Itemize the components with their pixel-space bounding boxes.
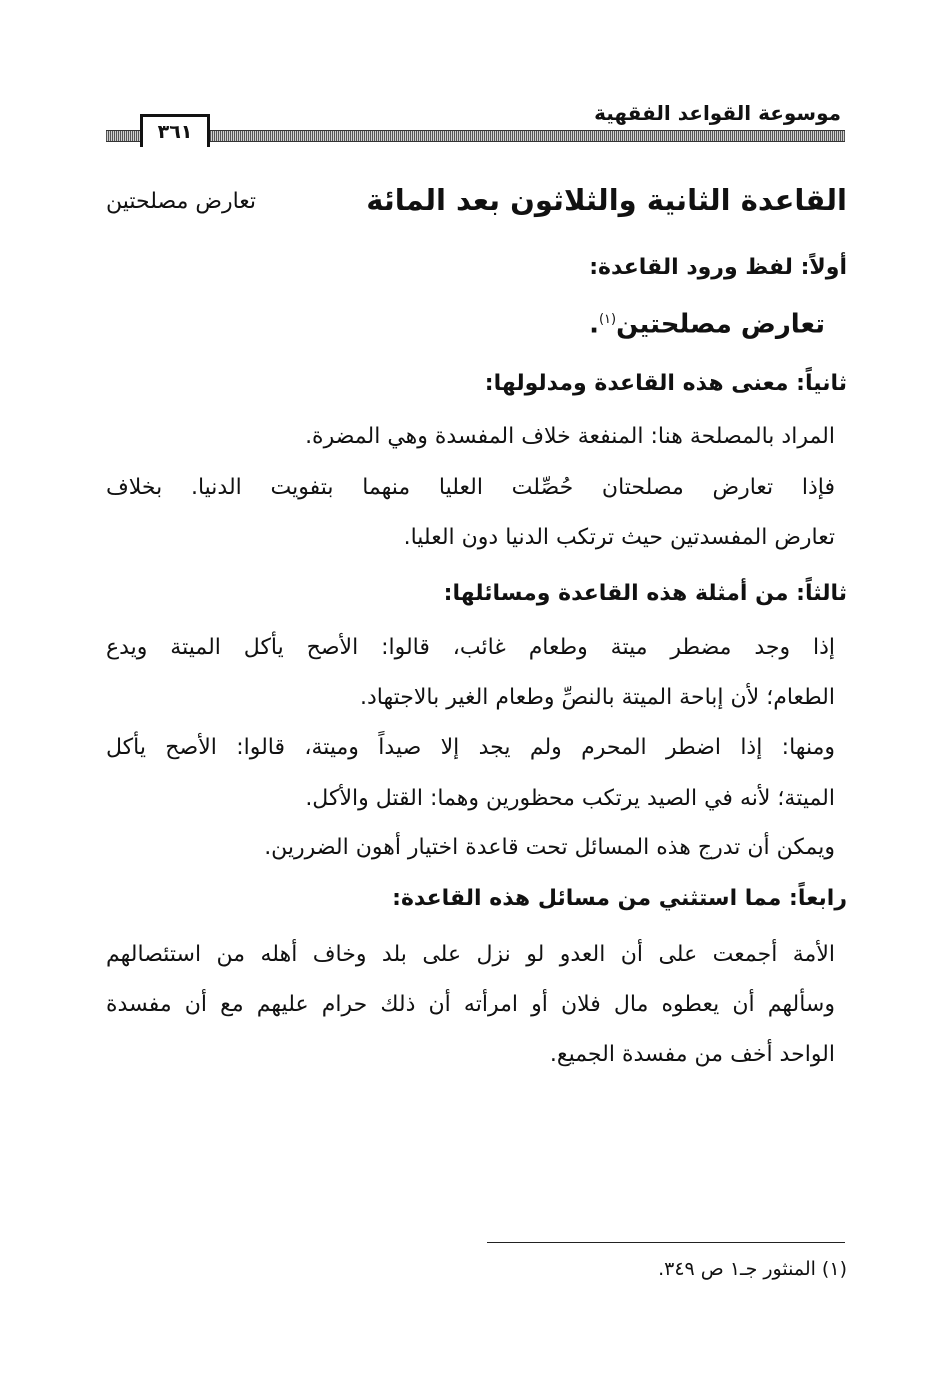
rule-statement <box>589 300 825 345</box>
header-rule <box>106 130 845 142</box>
running-header-title: موسوعة القواعد الفقهية <box>594 101 841 125</box>
footnote: (١) المنثور جـ١ ص ٣٤٩. <box>658 1258 847 1280</box>
paragraph-line: الطعام؛ لأن إباحة الميتة بالنصِّ وطعام الغير بالاجتهاد. <box>359 685 835 710</box>
paragraph-line: ومنها: إذا اضطر المحرم ولم يجد إلا صيداً وميتة، قالوا: الأصح يأكل <box>106 735 835 760</box>
footnote-separator <box>487 1242 845 1243</box>
rule-title: القاعدة الثانية والثلاثون بعد المائة <box>366 183 847 217</box>
paragraph-line: ويمكن أن تدرج هذه المسائل تحت قاعدة اختيار أهون الضررين. <box>264 835 835 860</box>
paragraph-line: الأمة أجمعت على أن العدو لو نزل على بلد وخاف أهله من استئصالهم <box>106 942 835 967</box>
paragraph-line: تعارض المفسدتين حيث ترتكب الدنيا دون العليا. <box>403 525 835 550</box>
section-heading-wording: أولاً: لفظ ورود القاعدة: <box>589 255 847 280</box>
paragraph-line: المراد بالمصلحة هنا: المنفعة خلاف المفسدة وهي المضرة. <box>305 424 835 449</box>
rule-statement-end: . <box>589 309 599 340</box>
section-heading-examples: ثالثاً: من أمثلة هذه القاعدة ومسائلها: <box>443 581 847 606</box>
footnote-reference: (١) <box>598 312 617 327</box>
page-number: ٣٦١ <box>140 114 210 147</box>
rule-statement-text: تعارض مصلحتين <box>616 309 825 340</box>
paragraph-line: الميتة؛ لأنه في الصيد يرتكب محظورين وهما: القتل والأكل. <box>305 786 835 811</box>
rule-short-name: تعارض مصلحتين <box>106 189 257 214</box>
paragraph-line: فإذا تعارض مصلحتان حُصِّلت العليا منهما بتفويت الدنيا. بخلاف <box>106 475 835 500</box>
paragraph-line: الواحد أخف من مفسدة الجميع. <box>549 1042 835 1067</box>
section-heading-meaning: ثانياً: معنى هذه القاعدة ومدلولها: <box>484 371 847 396</box>
paragraph-line: إذا وجد مضطر ميتة وطعام غائب، قالوا: الأصح يأكل الميتة ويدع <box>106 635 835 660</box>
paragraph-line: وسألهم أن يعطوه مال فلان أو امرأته أن ذلك حرام عليهم مع أن مفسدة <box>106 992 835 1017</box>
section-heading-exceptions: رابعاً: مما استثني من مسائل هذه القاعدة: <box>392 886 847 911</box>
